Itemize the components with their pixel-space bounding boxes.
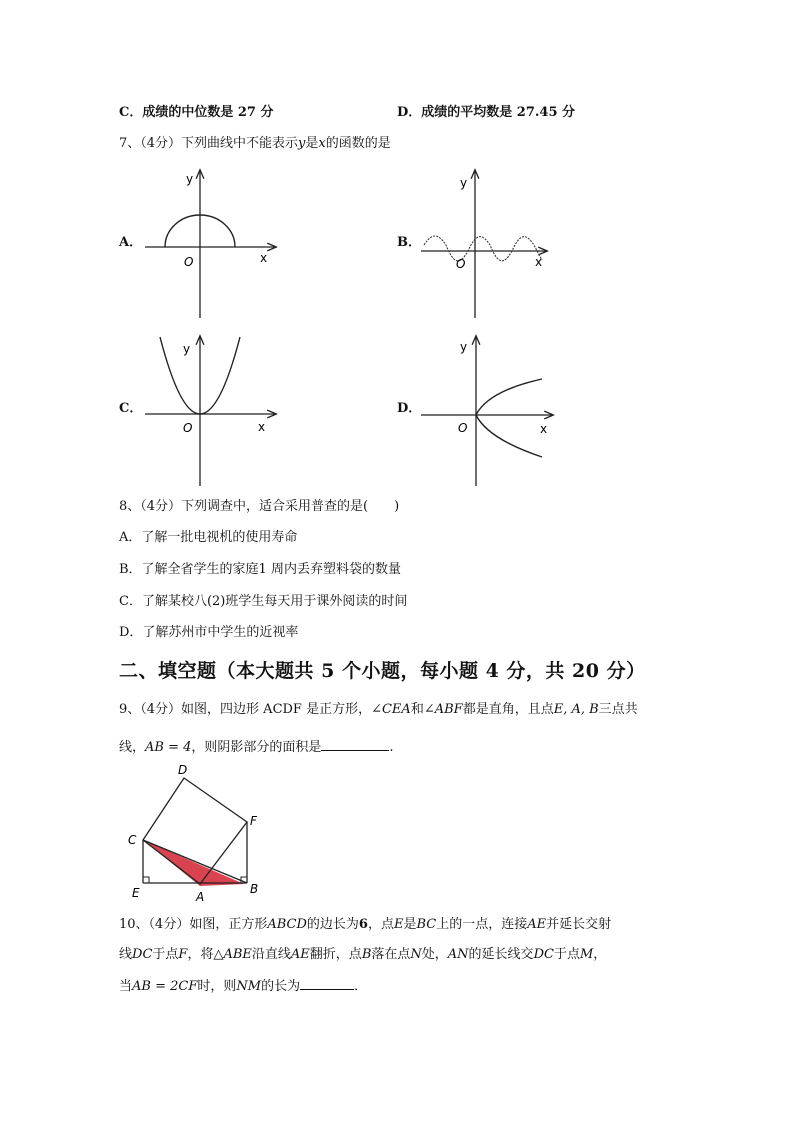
q10-text: 10、（4分）如图，正方形 (119, 917, 268, 932)
q10-var: DC (132, 947, 153, 962)
label-f: F (250, 814, 257, 828)
q9-equation: AB = 4 (145, 740, 192, 755)
q8-option-b: B．了解全省学生的家庭1 周内丢弃塑料袋的数量 (119, 562, 401, 577)
q7-label-a: A． (119, 235, 143, 250)
q10-var: △ABE (213, 947, 252, 962)
q10-text: 的边长为 (306, 917, 359, 932)
q10-text: 翻折，点 (309, 947, 362, 962)
x-label: x (540, 422, 548, 436)
q9-text: ，则阴影部分的面积是 (191, 740, 322, 755)
q7-label-b: B． (397, 235, 421, 250)
q7-stem (119, 135, 391, 153)
q6-option-d: D．成绩的平均数是 27.45 分 (397, 105, 576, 120)
q10-var: N (410, 947, 422, 962)
q9-text: 都是直角，且点 (462, 702, 554, 717)
q9-figure (120, 762, 270, 907)
q10-line3 (119, 976, 367, 996)
q8-stem: 8、（4分）下列调查中，适合采用普查的是( ) (119, 499, 400, 514)
q9-text: 三点共 (598, 702, 638, 717)
q10-text: 并延长交射 (546, 917, 612, 932)
q10-text: 于点 (152, 947, 179, 962)
sine-curve (424, 236, 542, 261)
q9-points: E, A, B (553, 702, 599, 717)
q6-option-c: C．成绩的中位数是 27 分 (119, 105, 274, 120)
q10-text: 上的一点，连接 (436, 917, 528, 932)
q10-var: AN (447, 947, 469, 962)
q10-text: 当 (119, 979, 133, 994)
origin-label: O (456, 257, 466, 271)
label-a: A (196, 890, 205, 904)
q8-option-d: D．了解苏州市中学生的近视率 (119, 625, 299, 640)
q10-answer-blank[interactable] (300, 976, 354, 990)
q9-angle2: ∠ABF (423, 702, 463, 717)
q9-line1 (119, 701, 638, 719)
q10-text: ． (354, 979, 368, 994)
q10-var: M (579, 947, 594, 962)
q7-graph-c (140, 333, 280, 488)
origin-label: O (458, 421, 468, 435)
q10-var: NM (236, 979, 262, 994)
q7-var-y: y (298, 136, 306, 151)
q10-text: 是 (403, 917, 417, 932)
q10-text: ，点 (367, 917, 394, 932)
q10-var: F (178, 947, 188, 962)
q10-text: 的延长线交 (468, 947, 534, 962)
y-label: y (183, 342, 191, 356)
q7-graph-a (140, 165, 280, 320)
q8-option-c: C．了解某校八(2)班学生每天用于课外阅读的时间 (119, 594, 408, 609)
q10-text: 时，则 (197, 979, 237, 994)
section-title: 二、填空题（本大题共 5 个小题，每小题 4 分，共 20 分） (119, 660, 646, 682)
q10-var: BC (416, 917, 437, 932)
right-angle-e (143, 877, 149, 883)
q9-text: 和 (410, 702, 424, 717)
q9-text: 9、（4分）如图，四边形 ACDF 是正方形， (119, 702, 372, 717)
q7-stem-prefix: 7、（4分）下列曲线中不能表示 (119, 136, 299, 151)
q7-stem-suffix: 的函数的是 (325, 136, 391, 151)
q10-equation: AB = 2CF (132, 979, 198, 994)
q10-var: DC (533, 947, 554, 962)
q10-line1 (119, 916, 611, 934)
label-d: D (178, 763, 188, 777)
q9-text: 线， (119, 740, 146, 755)
origin-label: O (184, 255, 194, 269)
q7-graph-b (418, 165, 558, 320)
sideways-parabola-curve (476, 379, 542, 457)
q10-var: B (361, 947, 372, 962)
q7-graph-d (418, 333, 558, 488)
q10-var: E (393, 917, 404, 932)
q10-text: 的长为 (261, 979, 301, 994)
x-label: x (535, 255, 543, 269)
q10-text: 于点 (553, 947, 580, 962)
x-label: x (258, 420, 266, 434)
label-c: C (128, 833, 137, 847)
x-label: x (260, 251, 268, 265)
q10-text: ，将 (187, 947, 214, 962)
q9-text: . (389, 740, 394, 755)
y-label: y (186, 172, 194, 186)
q10-text: 落在点 (371, 947, 411, 962)
q10-var: ABCD (267, 917, 307, 932)
q9-angle1: ∠CEA (371, 702, 411, 717)
q9-line2 (119, 737, 394, 757)
q10-var: AE (527, 917, 547, 932)
q10-number: 6 (358, 917, 368, 932)
q10-text: ， (593, 947, 607, 962)
q10-text: 处， (421, 947, 448, 962)
q7-label-c: C． (119, 401, 143, 416)
q8-option-a: A．了解一批电视机的使用寿命 (119, 530, 298, 545)
y-label: y (460, 176, 468, 190)
q10-text: 沿直线 (251, 947, 291, 962)
label-e: E (132, 886, 140, 900)
label-b: B (250, 882, 259, 896)
q10-line2 (119, 946, 606, 964)
q10-var: AE (290, 947, 310, 962)
y-label: y (460, 340, 468, 354)
q7-label-d: D． (397, 401, 422, 416)
q9-answer-blank[interactable] (321, 737, 389, 751)
q7-stem-mid: 是 (305, 136, 319, 151)
q10-text: 线 (119, 947, 133, 962)
q7-var-x: x (318, 136, 326, 151)
origin-label: O (183, 421, 193, 435)
